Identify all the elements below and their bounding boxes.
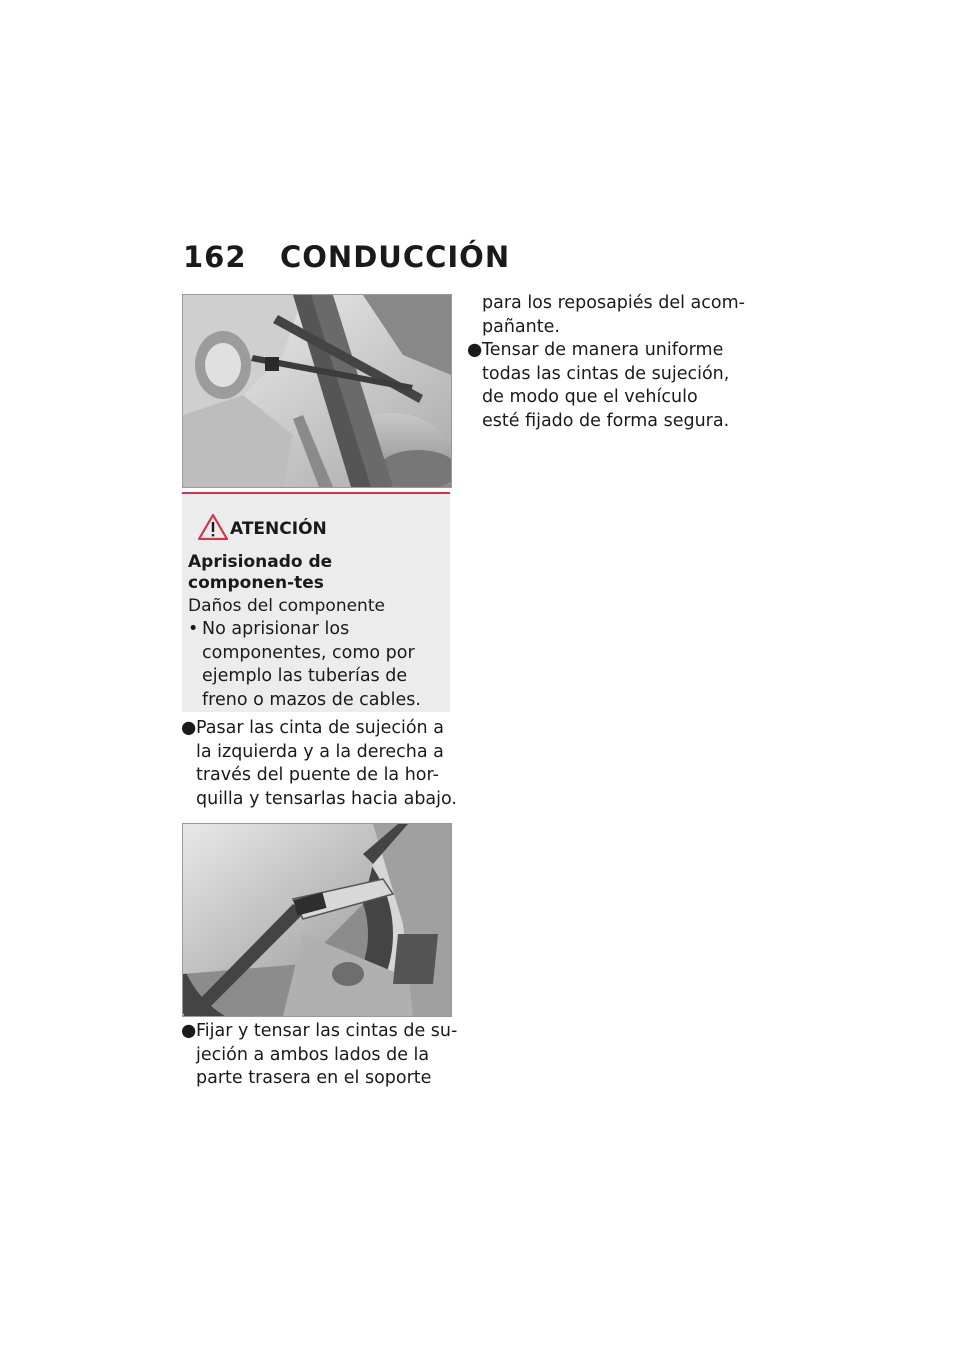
- warning-bullet: [188, 618, 446, 712]
- list-item: [181, 1020, 458, 1091]
- list-item-text: Pasar las cinta de sujeción a la izquierda y a la derecha a través del puente de la hor-quilla y tensarlas hacia abajo.: [196, 718, 457, 809]
- warning-triangle-icon: [198, 514, 228, 540]
- warning-heading: Aprisionado de componen-tes: [188, 552, 333, 593]
- bullet-icon: •: [188, 619, 199, 639]
- bullet-continuation: para los reposapiés del acom-pañante.: [482, 293, 745, 337]
- warning-line: Daños del componente: [188, 596, 385, 616]
- list-item-text: Tensar de manera uniforme todas las cintas de sujeción, de modo que el vehículo esté fijado de forma segura.: [482, 340, 730, 431]
- motorcycle-fork-straps-illustration: [183, 295, 451, 487]
- page-number: 162: [183, 240, 247, 274]
- section-title: CONDUCCIÓN: [280, 240, 511, 274]
- motorcycle-rear-strap-illustration: [183, 824, 451, 1016]
- warning-title: ATENCIÓN: [230, 519, 327, 539]
- list-item: [181, 717, 458, 811]
- right-column: [467, 292, 754, 433]
- list-item: [467, 339, 739, 433]
- fork-straps-figure: [182, 294, 452, 488]
- bullet-icon: ●: [181, 718, 197, 738]
- warning-bullet-text: No aprisionar los componentes, como por ejemplo las tuberías de freno o mazos de cables.: [202, 619, 421, 710]
- bullet-icon: ●: [181, 1021, 197, 1041]
- list-item-text: Fijar y tensar las cintas de su-jeción a ambos lados de la parte trasera en el soporte: [196, 1021, 458, 1088]
- bullet-icon: ●: [467, 340, 483, 360]
- warning-box: [182, 492, 450, 712]
- rear-strap-figure: [182, 823, 452, 1017]
